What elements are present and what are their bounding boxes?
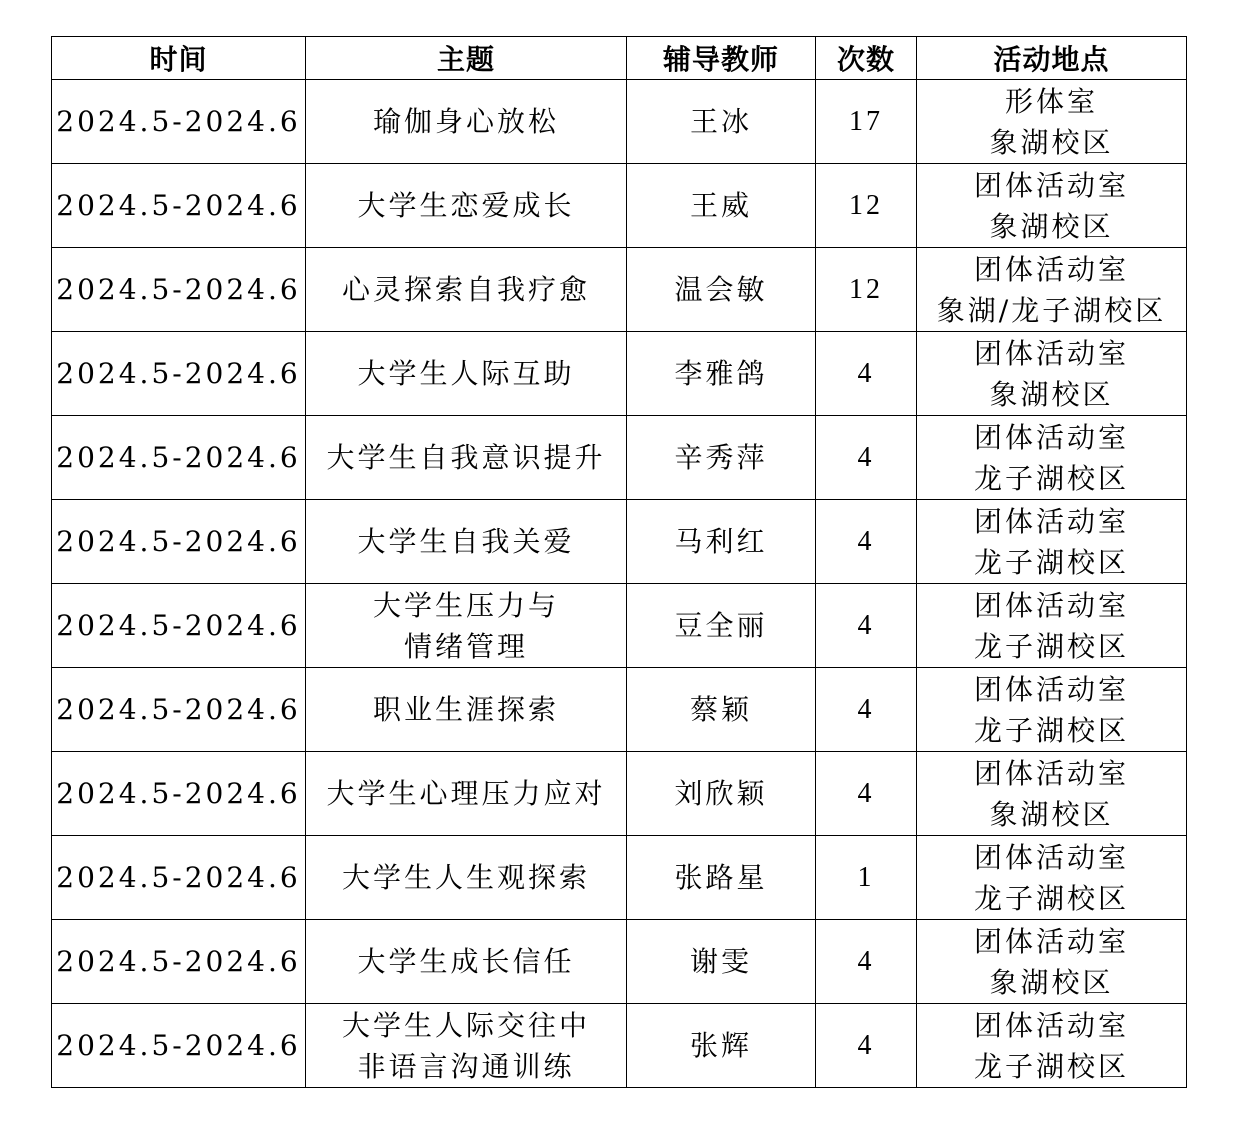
- cell-teacher: 蔡颖: [627, 668, 816, 752]
- cell-topic: [306, 416, 627, 500]
- table-row: [52, 1004, 1187, 1088]
- table-row: [52, 332, 1187, 416]
- cell-location: [917, 668, 1187, 752]
- table-row: [52, 836, 1187, 920]
- cell-topic: [306, 668, 627, 752]
- document-sheet: [51, 36, 1187, 1088]
- cell-topic: [306, 584, 627, 668]
- table-header-row: [52, 37, 1187, 80]
- location-line: 龙子湖校区: [973, 461, 1129, 495]
- cell-count: 17: [816, 80, 917, 164]
- cell-topic: [306, 752, 627, 836]
- cell-teacher: 辛秀萍: [627, 416, 816, 500]
- cell-location: [917, 752, 1187, 836]
- cell-topic: [306, 248, 627, 332]
- cell-teacher: 豆全丽: [627, 584, 816, 668]
- cell-location: [917, 164, 1187, 248]
- cell-time: 2024.5-2024.6: [52, 332, 306, 416]
- cell-location: [917, 416, 1187, 500]
- cell-teacher: 张路星: [627, 836, 816, 920]
- location-line: 象湖校区: [989, 377, 1114, 411]
- table-row: [52, 584, 1187, 668]
- header-count: 次数: [816, 37, 917, 80]
- cell-topic: [306, 920, 627, 1004]
- table-body: [52, 80, 1187, 1088]
- cell-topic: [306, 332, 627, 416]
- cell-count: 4: [816, 584, 917, 668]
- cell-topic: [306, 80, 627, 164]
- table-row: [52, 752, 1187, 836]
- location-line: 象湖校区: [989, 209, 1114, 243]
- topic-line: 职业生涯探索: [372, 693, 559, 726]
- table-row: [52, 248, 1187, 332]
- cell-time: 2024.5-2024.6: [52, 416, 306, 500]
- topic-line: 大学生人际互助: [357, 357, 575, 390]
- cell-time: 2024.5-2024.6: [52, 836, 306, 920]
- header-teacher: 辅导教师: [627, 37, 816, 80]
- topic-line: 大学生自我关爱: [357, 525, 575, 558]
- cell-count: 4: [816, 332, 917, 416]
- cell-time: 2024.5-2024.6: [52, 80, 306, 164]
- topic-line: 非语言沟通训练: [357, 1049, 575, 1083]
- cell-time: 2024.5-2024.6: [52, 752, 306, 836]
- cell-count: 1: [816, 836, 917, 920]
- table-row: [52, 668, 1187, 752]
- topic-line: 大学生压力与: [372, 588, 559, 622]
- cell-count: 12: [816, 248, 917, 332]
- location-line: 团体活动室: [973, 168, 1129, 202]
- cell-count: 4: [816, 920, 917, 1004]
- location-line: 象湖校区: [989, 125, 1114, 159]
- cell-count: 4: [816, 668, 917, 752]
- cell-teacher: 马利红: [627, 500, 816, 584]
- topic-line: 大学生人生观探索: [341, 861, 590, 894]
- location-line: 团体活动室: [973, 420, 1129, 454]
- cell-count: 12: [816, 164, 917, 248]
- location-line: 团体活动室: [973, 756, 1129, 790]
- cell-teacher: 王威: [627, 164, 816, 248]
- topic-line: 瑜伽身心放松: [372, 105, 559, 138]
- location-line: 团体活动室: [973, 1008, 1129, 1042]
- cell-time: 2024.5-2024.6: [52, 1004, 306, 1088]
- cell-count: 4: [816, 752, 917, 836]
- location-line: 象湖/龙子湖校区: [936, 293, 1167, 327]
- header-location: 活动地点: [917, 37, 1187, 80]
- cell-location: [917, 80, 1187, 164]
- cell-time: 2024.5-2024.6: [52, 920, 306, 1004]
- cell-time: 2024.5-2024.6: [52, 500, 306, 584]
- cell-location: [917, 248, 1187, 332]
- topic-line: 情绪管理: [403, 629, 528, 663]
- cell-topic: [306, 836, 627, 920]
- cell-topic: [306, 500, 627, 584]
- topic-line: 大学生心理压力应对: [326, 777, 606, 810]
- topic-line: 大学生恋爱成长: [357, 189, 575, 222]
- cell-teacher: 刘欣颖: [627, 752, 816, 836]
- cell-topic: [306, 164, 627, 248]
- table-row: [52, 164, 1187, 248]
- cell-time: 2024.5-2024.6: [52, 164, 306, 248]
- topic-line: 心灵探索自我疗愈: [341, 273, 590, 306]
- location-line: 团体活动室: [973, 672, 1129, 706]
- header-topic: 主题: [306, 37, 627, 80]
- cell-time: 2024.5-2024.6: [52, 584, 306, 668]
- topic-line: 大学生成长信任: [357, 945, 575, 978]
- cell-teacher: 李雅鸽: [627, 332, 816, 416]
- location-line: 团体活动室: [973, 588, 1129, 622]
- location-line: 龙子湖校区: [973, 713, 1129, 747]
- cell-location: [917, 332, 1187, 416]
- cell-location: [917, 836, 1187, 920]
- location-line: 象湖校区: [989, 797, 1114, 831]
- location-line: 龙子湖校区: [973, 545, 1129, 579]
- table-row: [52, 416, 1187, 500]
- topic-line: 大学生人际交往中: [341, 1008, 590, 1042]
- location-line: 龙子湖校区: [973, 629, 1129, 663]
- cell-time: 2024.5-2024.6: [52, 248, 306, 332]
- cell-count: 4: [816, 416, 917, 500]
- location-line: 形体室: [1004, 84, 1098, 118]
- cell-location: [917, 1004, 1187, 1088]
- header-time: 时间: [52, 37, 306, 80]
- table-row: [52, 80, 1187, 164]
- cell-teacher: 张辉: [627, 1004, 816, 1088]
- location-line: 团体活动室: [973, 924, 1129, 958]
- cell-location: [917, 584, 1187, 668]
- location-line: 象湖校区: [989, 965, 1114, 999]
- topic-line: 大学生自我意识提升: [326, 441, 606, 474]
- cell-teacher: 谢雯: [627, 920, 816, 1004]
- cell-topic: [306, 1004, 627, 1088]
- cell-teacher: 王冰: [627, 80, 816, 164]
- table-row: [52, 500, 1187, 584]
- cell-location: [917, 920, 1187, 1004]
- cell-count: 4: [816, 500, 917, 584]
- location-line: 团体活动室: [973, 504, 1129, 538]
- location-line: 团体活动室: [973, 840, 1129, 874]
- cell-time: 2024.5-2024.6: [52, 668, 306, 752]
- cell-location: [917, 500, 1187, 584]
- table-row: [52, 920, 1187, 1004]
- cell-count: 4: [816, 1004, 917, 1088]
- location-line: 团体活动室: [973, 336, 1129, 370]
- activity-table: [51, 36, 1187, 1088]
- location-line: 龙子湖校区: [973, 881, 1129, 915]
- location-line: 龙子湖校区: [973, 1049, 1129, 1083]
- cell-teacher: 温会敏: [627, 248, 816, 332]
- location-line: 团体活动室: [973, 252, 1129, 286]
